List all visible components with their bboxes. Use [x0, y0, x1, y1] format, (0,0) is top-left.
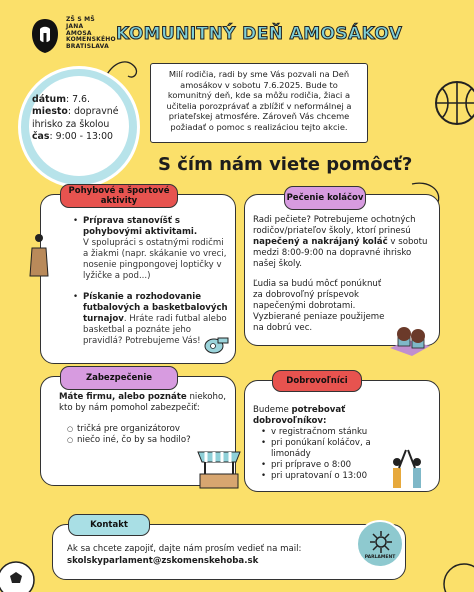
contact-text: Ak sa chcete zapojiť, dajte nám prosím vedieť na mail: — [67, 544, 302, 554]
sport-tag: Pohybové a športové aktivity — [60, 184, 178, 208]
list-item: ○ tričká pre organizátorov — [67, 424, 229, 435]
list-item: • pri upratovaní o 13:00 — [261, 471, 403, 482]
logo-line: JANA — [66, 22, 84, 30]
list-item — [73, 216, 229, 282]
list-item: • v registračnom stánku — [261, 427, 403, 438]
parliament-logo-icon — [369, 530, 393, 554]
event-info — [32, 94, 132, 144]
item-text: . Hráte radi futbal alebo basketbal a poznáte jeho pravidlá? Potrebujeme Vás! — [83, 314, 227, 346]
baking-card — [244, 194, 440, 346]
security-card — [40, 376, 236, 486]
place-value: : dopravné ihrisko za školou — [32, 106, 119, 130]
place-label: miesto — [32, 106, 68, 118]
parliament-logo — [356, 520, 404, 568]
security-tag: Zabezpečenie — [60, 366, 178, 390]
item-text: V spolupráci s ostatnými rodičmi a žiakmi (napr. skákanie vo vreci, nosenie pingpongovej loptičky v lyžičke a pod...) — [83, 238, 227, 281]
page-title: KOMUNITNÝ DEŇ AMOSÁKOV — [116, 24, 403, 44]
time-label: čas — [32, 131, 50, 143]
school-name — [66, 17, 116, 51]
date-label: dátum — [32, 94, 66, 105]
logo-line: ZŠ S MŠ — [66, 16, 95, 23]
text: Budeme — [253, 405, 292, 415]
volunteers-card — [244, 380, 440, 492]
soccer-ball-icon — [0, 558, 40, 592]
date-value: : 7.6. — [65, 94, 90, 105]
sport-card — [40, 194, 236, 364]
section-heading: S čím nám viete pomôcť? — [158, 154, 413, 175]
text-bold: potrebovať dobrovoľníkov: — [253, 405, 346, 426]
school-logo-icon — [28, 16, 62, 56]
security-text — [59, 392, 229, 414]
list-item: ○ niečo iné, čo by sa hodilo? — [67, 435, 229, 446]
ball-icon — [436, 556, 474, 592]
baking-text: Ľudia sa budú môcť ponúknuť za dobrovoľný príspevok napečenými dobrotami. Vyzbierané peniaze použijeme na dobrú vec. — [253, 279, 385, 333]
logo-line: BRATISLAVA — [66, 43, 109, 51]
basketball-icon — [432, 78, 474, 128]
contact-email[interactable]: skolskyparlament@zskomenskehoba.sk — [67, 556, 259, 566]
text: niekoho, kto by nám pomohol zabezpečiť: — [59, 392, 226, 413]
logo-line: KOMENSKÉHO — [66, 36, 116, 44]
list-item: • pri ponúkaní koláčov, a limonády — [261, 438, 403, 460]
baking-tag: Pečenie koláčov — [284, 186, 366, 210]
list-item: • pri príprave o 8:00 — [261, 460, 403, 471]
text: v sobotu medzi 8:00-9:00 na dopravné ihrisko našej školy. — [253, 237, 428, 269]
contact-tag: Kontakt — [68, 514, 150, 536]
logo-line: AMOSA — [66, 29, 92, 37]
baking-text — [253, 215, 431, 270]
text-bold: napečený a nakrájaný koláč — [253, 237, 388, 247]
list-item — [73, 292, 229, 347]
item-title: Príprava stanovíšť s pohybovými aktivitami. — [83, 216, 198, 237]
item-title: Pískanie a rozhodovanie futbalových a basketbalových turnajov — [83, 292, 228, 324]
time-value: : 9:00 - 13:00 — [49, 131, 114, 143]
volunteers-text — [253, 405, 403, 427]
parliament-label: PARLAMENT — [364, 555, 396, 560]
text: Radi pečiete? Potrebujeme ochotných rodičov/priateľov školy, ktorí prinesú — [253, 215, 416, 236]
intro-text: Milí rodičia, radi by sme Vás pozvali na Deň amosákov v sobotu 7.6.2025. Bude to komunitný deň, kde sa môžu rodičia, žiaci a učitelia porozprávať a zblížiť v neformálnej a priateľskej atmosfére. Zároveň Vás chceme požiadať o pomoc s realizáciou tejto akcie. — [150, 63, 368, 143]
text-bold: Máte firmu, alebo poznáte — [59, 392, 187, 402]
volunteers-tag: Dobrovoľníci — [272, 370, 362, 392]
